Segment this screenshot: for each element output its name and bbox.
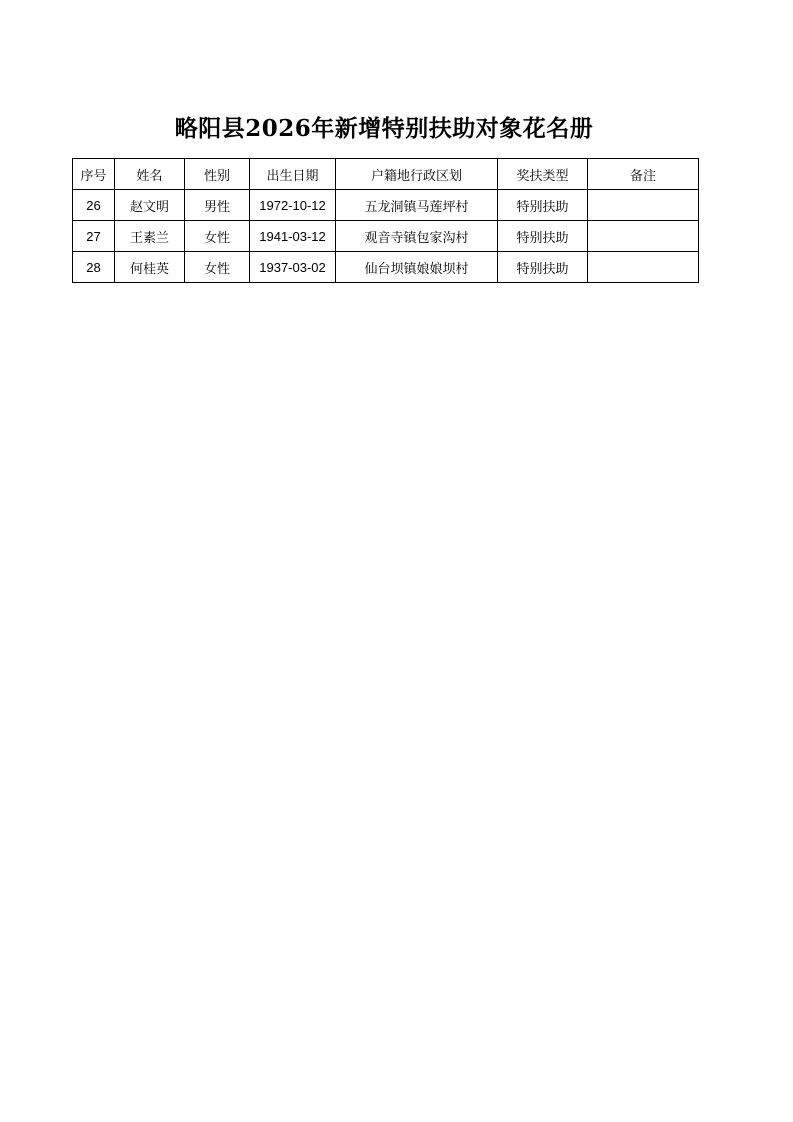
header-cell-name: 姓名 bbox=[115, 159, 185, 190]
header-cell-birth-date: 出生日期 bbox=[250, 159, 336, 190]
cell-gender: 男性 bbox=[185, 190, 250, 221]
cell-support-type: 特别扶助 bbox=[498, 221, 588, 252]
cell-index: 27 bbox=[73, 221, 115, 252]
table-row bbox=[73, 252, 699, 283]
cell-name: 王素兰 bbox=[115, 221, 185, 252]
table-header-row bbox=[73, 159, 699, 190]
header-cell-index: 序号 bbox=[73, 159, 115, 190]
table-row bbox=[73, 190, 699, 221]
cell-name: 何桂英 bbox=[115, 252, 185, 283]
cell-birth-date: 1937-03-02 bbox=[250, 252, 336, 283]
cell-index: 26 bbox=[73, 190, 115, 221]
cell-remarks bbox=[588, 221, 699, 252]
cell-remarks bbox=[588, 190, 699, 221]
cell-registered-residence: 五龙洞镇马莲坪村 bbox=[336, 190, 498, 221]
cell-registered-residence: 仙台坝镇娘娘坝村 bbox=[336, 252, 498, 283]
cell-gender: 女性 bbox=[185, 221, 250, 252]
cell-birth-date: 1972-10-12 bbox=[250, 190, 336, 221]
cell-birth-date: 1941-03-12 bbox=[250, 221, 336, 252]
roster-table bbox=[72, 158, 699, 283]
cell-index: 28 bbox=[73, 252, 115, 283]
cell-support-type: 特别扶助 bbox=[498, 252, 588, 283]
header-cell-support-type: 奖扶类型 bbox=[498, 159, 588, 190]
header-cell-registered-residence: 户籍地行政区划 bbox=[336, 159, 498, 190]
document-title: 略阳县2026年新增特别扶助对象花名册 bbox=[174, 115, 594, 142]
cell-name: 赵文明 bbox=[115, 190, 185, 221]
header-cell-remarks: 备注 bbox=[588, 159, 699, 190]
header-cell-gender: 性别 bbox=[185, 159, 250, 190]
table-row bbox=[73, 221, 699, 252]
cell-remarks bbox=[588, 252, 699, 283]
cell-support-type: 特别扶助 bbox=[498, 190, 588, 221]
cell-gender: 女性 bbox=[185, 252, 250, 283]
cell-registered-residence: 观音寺镇包家沟村 bbox=[336, 221, 498, 252]
